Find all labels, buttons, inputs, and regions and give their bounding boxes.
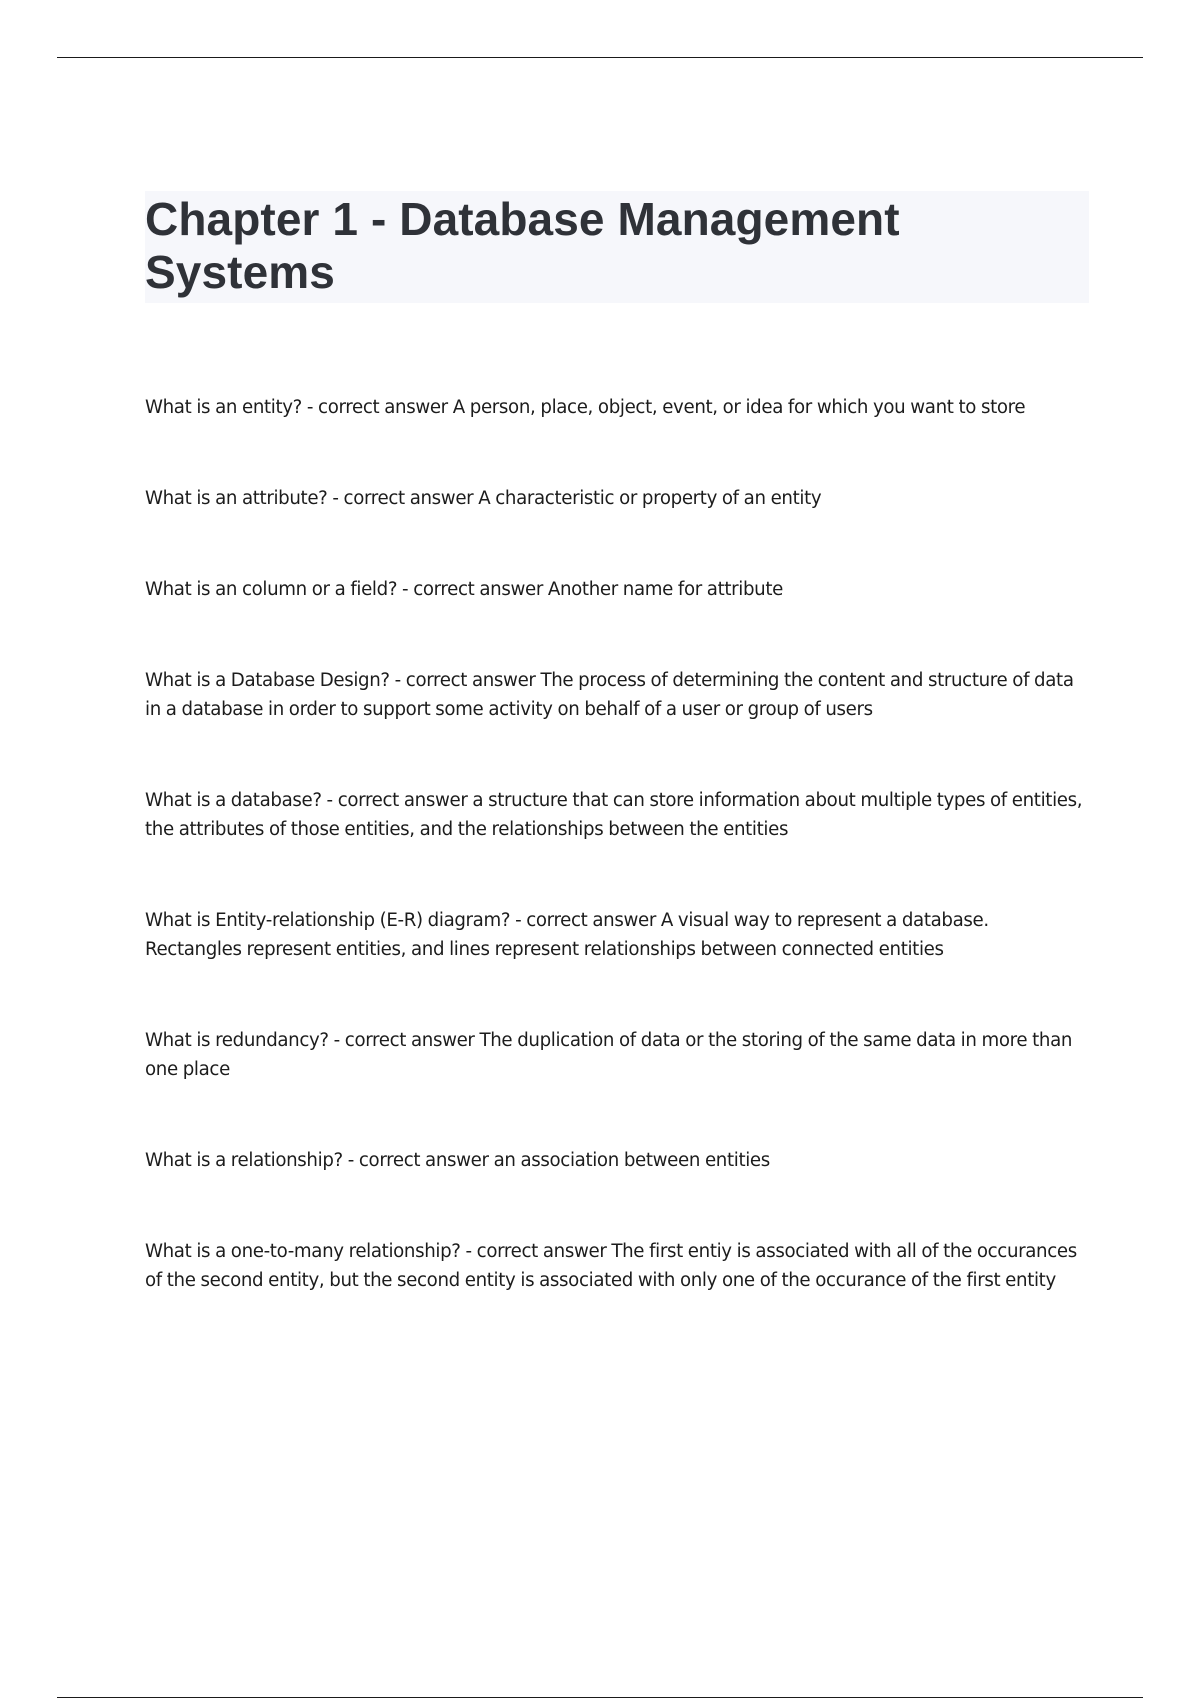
qa-list bbox=[145, 393, 1085, 1357]
qa-item-database: What is a database? - correct answer a structure that can store information about multiple types of entities, the attributes of those entities, and the relationships between the entities bbox=[145, 790, 1083, 840]
qa-item-column-field: What is an column or a field? - correct answer Another name for attribute bbox=[145, 579, 783, 600]
title-block bbox=[145, 191, 1089, 303]
top-rule bbox=[57, 57, 1143, 58]
qa-item-relationship: What is a relationship? - correct answer an association between entities bbox=[145, 1150, 770, 1171]
document-title: Chapter 1 - Database Management Systems bbox=[145, 193, 900, 298]
qa-item-entity: What is an entity? - correct answer A person, place, object, event, or idea for which you want to store bbox=[145, 397, 1026, 418]
qa-item-database-design: What is a Database Design? - correct answer The process of determining the content and structure of data in a database in order to support some activity on behalf of a user or group of users bbox=[145, 670, 1074, 720]
bottom-rule bbox=[57, 1697, 1143, 1698]
qa-item-redundancy: What is redundancy? - correct answer The duplication of data or the storing of the same data in more than one place bbox=[145, 1030, 1073, 1080]
qa-item-er-diagram: What is Entity-relationship (E-R) diagram? - correct answer A visual way to represent a database. Rectangles represent entities, and lines represent relationships between connected entities bbox=[145, 910, 989, 960]
qa-item-attribute: What is an attribute? - correct answer A characteristic or property of an entity bbox=[145, 488, 822, 509]
qa-item-one-to-many: What is a one-to-many relationship? - correct answer The first entiy is associated with all of the occurances of the second entity, but the second entity is associated with only one of the occurance of the first entity bbox=[145, 1241, 1077, 1291]
